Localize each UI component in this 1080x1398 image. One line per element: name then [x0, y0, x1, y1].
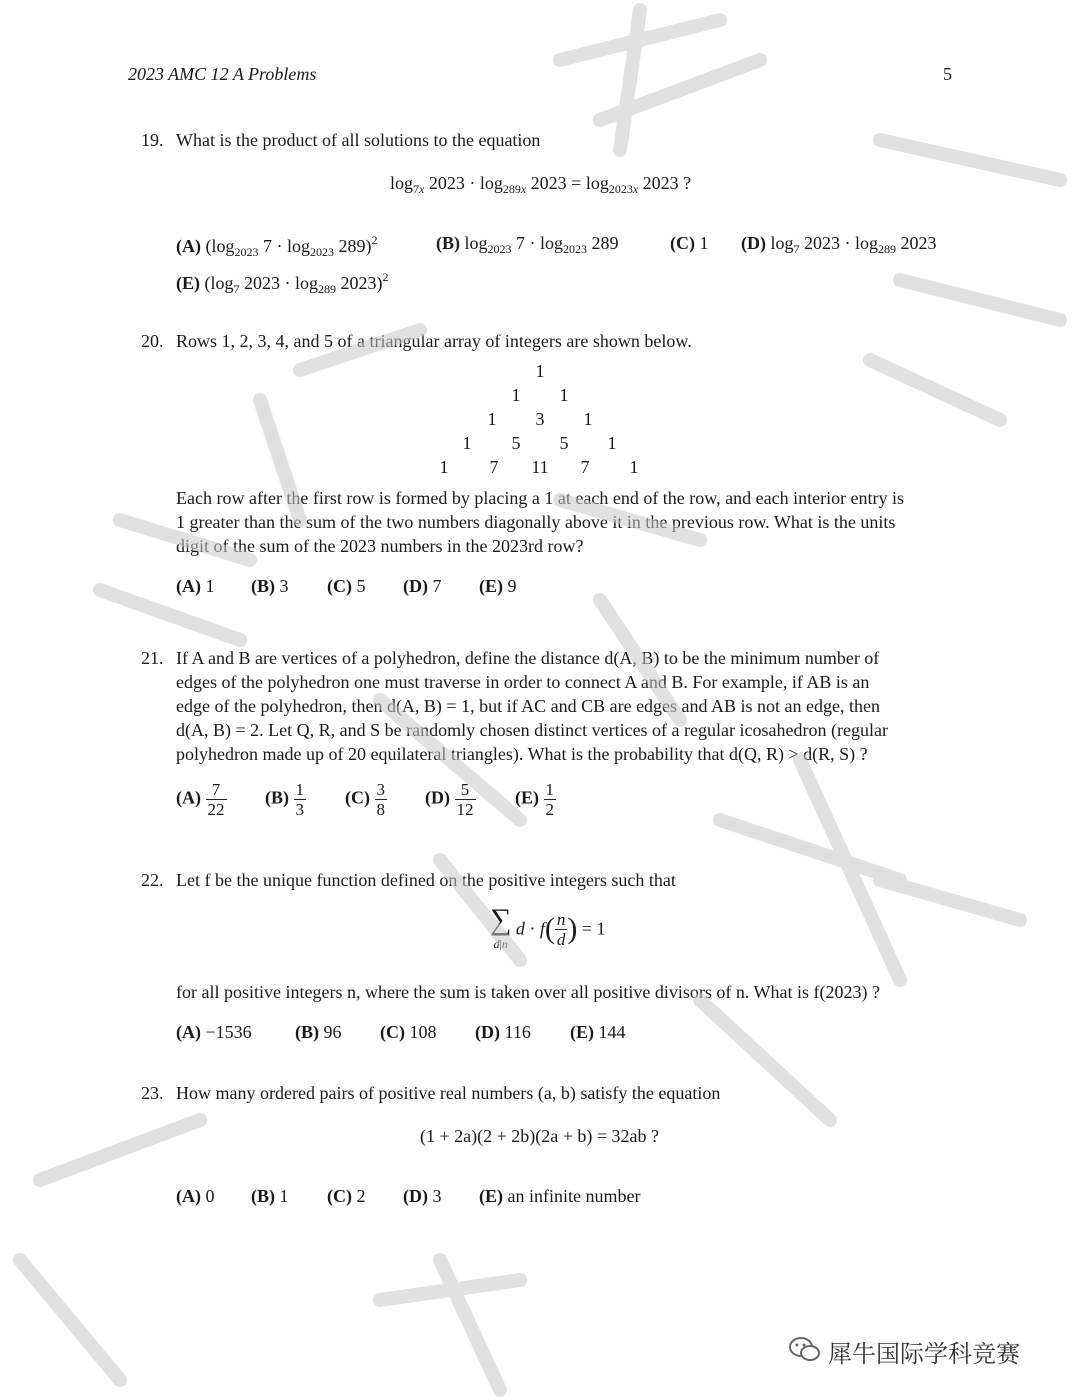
problem-22-choice-c: (C) 108	[380, 1022, 437, 1042]
triangle-entry: 7	[489, 457, 499, 477]
problem-21-line-1: If A and B are vertices of a polyhedron, define the distance d(A, B) to be the minimum number of	[176, 648, 880, 668]
wechat-icon	[788, 1336, 822, 1364]
triangle-entry: 5	[511, 433, 521, 453]
problem-20-choice-a: (A) 1	[176, 576, 215, 596]
problem-19-choice-c: (C) 1	[670, 233, 709, 253]
triangle-entry: 11	[531, 457, 549, 477]
problem-20-choice-b: (B) 3	[251, 576, 289, 596]
triangle-entry: 7	[580, 457, 590, 477]
problem-22-text: Let f be the unique function defined on the positive integers such that	[176, 870, 676, 890]
problem-22-choice-b: (B) 96	[295, 1022, 342, 1042]
problem-21-choice-e: (E) $\frac{1}{2}$	[515, 780, 554, 819]
problem-23-equation: (1 + 2a)(2 + 2b)(2a + b) = 32ab ?	[420, 1126, 660, 1146]
problem-19-number: 19.	[141, 130, 164, 150]
problem-19-choice-b: (B) $\log_{2023} 7 \cdot \log_{2023} 289$	[436, 233, 619, 256]
problem-23-choice-e: (E) an infinite number	[479, 1186, 641, 1206]
triangle-entry: 1	[487, 409, 497, 429]
problem-21-line-4: d(A, B) = 2. Let Q, R, and S be randomly chosen distinct vertices of a regular icosahedron (regular	[176, 720, 888, 740]
problem-22-choice-e: (E) 144	[570, 1022, 626, 1042]
triangle-entry: 5	[559, 433, 569, 453]
problem-21-line-2: edges of the polyhedron one must traverse in order to connect A and B. For example, if AB is an	[176, 672, 870, 692]
page-header-title: 2023 AMC 12 A Problems	[128, 64, 317, 84]
problem-20-choice-c: (C) 5	[327, 576, 366, 596]
problem-20-text: Rows 1, 2, 3, 4, and 5 of a triangular array of integers are shown below.	[176, 331, 692, 351]
problem-22-choice-a: (A) −1536	[176, 1022, 252, 1042]
problem-20-followup-line: digit of the sum of the 2023 numbers in the 2023rd row?	[176, 536, 584, 556]
problem-21-choice-b: (B) $\frac{1}{3}$	[265, 780, 304, 819]
page-number: 5	[943, 64, 952, 84]
triangle-entry: 1	[439, 457, 449, 477]
problem-21-line-5: polyhedron made up of 20 equilateral triangles). What is the probability that d(Q, R) > d(R, S) ?	[176, 744, 868, 764]
problem-23-text: How many ordered pairs of positive real numbers (a, b) satisfy the equation	[176, 1083, 721, 1103]
triangle-entry: 1	[511, 385, 521, 405]
problem-20-followup-line: 1 greater than the sum of the two numbers diagonally above it in the previous row. What is the units	[176, 512, 896, 532]
problem-22-followup: for all positive integers n, where the sum is taken over all positive divisors of n. What is f(2023) ?	[176, 982, 881, 1002]
problem-20-choice-e: (E) 9	[479, 576, 517, 596]
triangle-entry: 1	[607, 433, 617, 453]
triangle-entry: 1	[583, 409, 593, 429]
problem-19-equation: $\log_{7x} 2023 \cdot \log_{289x} 2023 = \log_{2023x} 2023$ ?	[390, 173, 692, 196]
problem-19-choice-a: (A) ($\log_{2023}$ $7 \cdot \log_{2023} 289)^2$	[176, 233, 378, 259]
triangle-entry: 1	[559, 385, 569, 405]
problem-22-equation: ∑ d|n d · f( $\frac{n}{d}$ ) = 1	[490, 903, 606, 951]
triangle-entry: 1	[462, 433, 472, 453]
problem-19-choice-d: (D) $\log_7 2023 \cdot \log_{289} 2023$	[741, 233, 937, 256]
footer-logo-text: 犀牛国际学科竞赛	[828, 1340, 1020, 1368]
problem-21-choice-d: (D) $\frac{5}{12}$	[425, 780, 474, 819]
problem-19-text: What is the product of all solutions to the equation	[176, 130, 541, 150]
problem-21-line-3: edge of the polyhedron, then d(A, B) = 1, but if AC and CB are edges and AB is not an edge, then	[176, 696, 881, 716]
problem-22-number: 22.	[141, 870, 164, 890]
problem-21-choice-c: (C) $\frac{3}{8}$	[345, 780, 385, 819]
triangle-entry: 1	[629, 457, 639, 477]
problem-19-choice-e: (E) ($\log_7$ $2023 \cdot \log_{289} 2023)^2$	[176, 270, 389, 296]
problem-23-number: 23.	[141, 1083, 164, 1103]
problem-23-choice-d: (D) 3	[403, 1186, 442, 1206]
problem-23-choice-b: (B) 1	[251, 1186, 289, 1206]
problem-20-number: 20.	[141, 331, 164, 351]
problem-23-choice-a: (A) 0	[176, 1186, 215, 1206]
problem-23-choice-c: (C) 2	[327, 1186, 366, 1206]
problem-22-choice-d: (D) 116	[475, 1022, 531, 1042]
triangle-entry: 1	[535, 361, 545, 381]
problem-21-choice-a: (A) $\frac{7}{22}$	[176, 780, 225, 819]
problem-21-number: 21.	[141, 648, 164, 668]
problem-20-choice-d: (D) 7	[403, 576, 442, 596]
problem-20-followup-line: Each row after the first row is formed by placing a 1 at each end of the row, and each interior entry is	[176, 488, 905, 508]
triangle-entry: 3	[535, 409, 545, 429]
